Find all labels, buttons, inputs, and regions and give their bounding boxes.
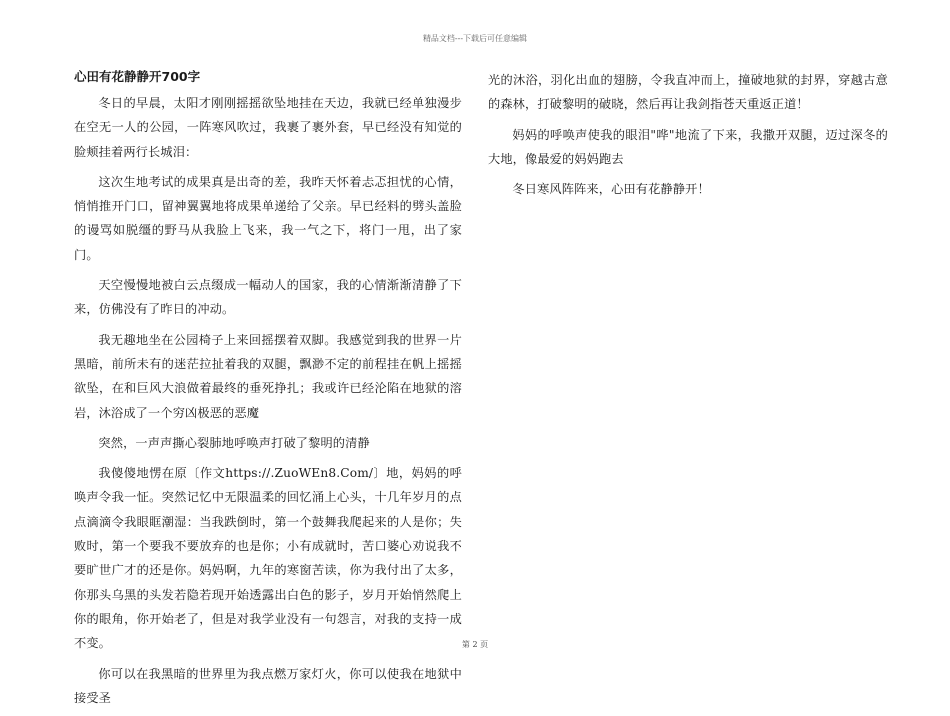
paragraph-8: 妈妈的呼唤声使我的眼泪"哗"地流了下来，我撒开双腿，迈过深冬的大地，像最爱的妈妈跑去 — [488, 127, 888, 166]
right-column — [488, 68, 888, 207]
paragraph-3: 天空慢慢地被白云点缀成一幅动人的国家，我的心情渐渐清静了下来，仿佛没有了昨日的冲动。 — [74, 278, 462, 317]
paragraph-7: 你可以在我黑暗的世界里为我点燃万家灯火，你可以使我在地狱中接受圣 — [74, 666, 462, 705]
paragraph-6: 我傻傻地愣在原〔作文https://.ZuoWEn8.Com/〕地，妈妈的呼唤声令我一怔。突然记忆中无限温柔的回忆涌上心头，十几年岁月的点点滴滴令我眼眶潮湿：当我跌倒时，第一个鼓舞我爬起来的人是你；失败时，第一个要我不要放弃的也是你；小有成就时，苦口婆心劝说我不要旷世广才的还是你。妈妈啊，九年的寒窗苦读，你为我付出了太多，你那头乌黑的头发若隐若现开始透露出白色的影子，岁月开始悄然爬上你的眼角，你开始老了，但是对我学业没有一句怨言，对我的支持一成不变。 — [74, 466, 462, 651]
paragraph-1: 冬日的早晨，太阳才刚刚摇摇欲坠地挂在天边，我就已经单独漫步在空无一人的公园，一阵寒风吹过，我裹了裹外套，早已经没有知觉的脸颊挂着两行长城泪： — [74, 96, 462, 159]
paragraph-9: 冬日寒风阵阵来，心田有花静静开！ — [512, 182, 710, 197]
paragraph-7-continued: 光的沐浴，羽化出血的翅膀，令我直冲而上，撞破地狱的封界，穿越古意的森林，打破黎明的破晓，然后再让我剑指苍天重返正道！ — [488, 73, 888, 112]
page-header: 精品文档---下载后可任意编辑 — [422, 34, 528, 43]
left-column — [74, 68, 462, 716]
page-number: 第 2 页 — [461, 640, 489, 649]
document-title: 心田有花静静开700字 — [74, 69, 201, 84]
paragraph-5: 突然，一声声撕心裂肺地呼唤声打破了黎明的清静 — [98, 435, 370, 450]
paragraph-4: 我无趣地坐在公园椅子上来回摇摆着双脚。我感觉到我的世界一片黑暗，前所未有的迷茫拉扯着我的双腿，飘渺不定的前程挂在帆上摇摇欲坠，在和巨风大浪做着最终的垂死挣扎；我或许已经沦陷在地狱的溶岩，沐浴成了一个穷凶极恶的恶魔 — [74, 332, 462, 420]
paragraph-2: 这次生地考试的成果真是出奇的差，我昨天怀着忐忑担忧的心情，悄悄推开门口，留神翼翼地将成果单递给了父亲。早已经料的劈头盖脸的谩骂如脱缰的野马从我脸上飞来，我一气之下，将门一甩，出了家门。 — [74, 174, 462, 262]
